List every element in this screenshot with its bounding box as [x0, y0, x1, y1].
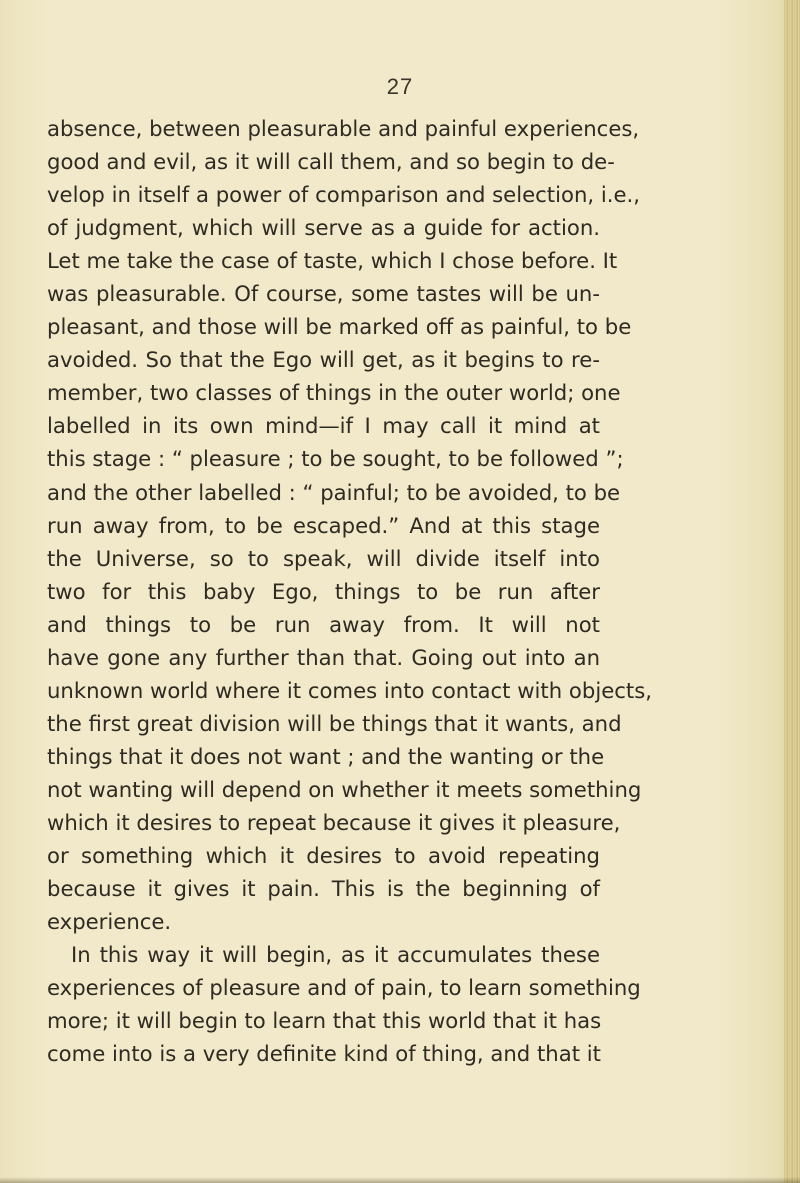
text-line: avoided. So that the Ego will get, as it begins to re-	[47, 347, 600, 373]
text-line: labelled in its own mind—if I may call it mind at	[47, 413, 600, 439]
page-bottom-shadow	[0, 1177, 800, 1183]
text-line: the Universe, so to speak, will divide itself into	[47, 545, 600, 571]
text-line: two for this baby Ego, things to be run after	[47, 578, 600, 604]
text-line: run away from, to be escaped.” And at this stage	[47, 512, 600, 538]
text-line: unknown world where it comes into contact with objects,	[47, 677, 652, 703]
text-line: have gone any further than that. Going out into an	[47, 644, 600, 670]
text-line: this stage : “ pleasure ; to be sought, to be followed ”;	[47, 446, 624, 472]
text-line: member, two classes of things in the outer world; one	[47, 380, 621, 406]
text-line: experiences of pleasure and of pain, to learn something	[47, 975, 641, 1001]
text-line: not wanting will depend on whether it meets something	[47, 776, 642, 802]
text-line: velop in itself a power of comparison and selection, i.e.,	[47, 182, 640, 208]
text-line: good and evil, as it will call them, and so begin to de-	[47, 149, 615, 175]
text-line: which it desires to repeat because it gives it pleasure,	[47, 809, 621, 835]
text-line: things that it does not want ; and the wanting or the	[47, 743, 605, 769]
text-line: because it gives it pain. This is the beginning of	[47, 876, 600, 902]
text-line: and things to be run away from. It will not	[47, 611, 600, 637]
page-number: 27	[386, 74, 414, 99]
text-line: In this way it will begin, as it accumulates these	[71, 942, 600, 968]
page-edge	[784, 0, 800, 1183]
text-line: and the other labelled : “ painful; to be avoided, to be	[47, 479, 621, 505]
text-line: the first great division will be things that it wants, and	[47, 710, 622, 736]
text-line: Let me take the case of taste, which I chose before. It	[47, 248, 618, 274]
text-line: absence, between pleasurable and painful experiences,	[47, 116, 640, 141]
text-line: more; it will begin to learn that this world that it has	[47, 1008, 602, 1034]
text-line: pleasant, and those will be marked off as painful, to be	[47, 314, 632, 340]
text-line: was pleasurable. Of course, some tastes will be un-	[47, 281, 600, 307]
text-line: or something which it desires to avoid repeating	[47, 843, 600, 869]
body-text	[47, 112, 652, 1070]
text-line: experience.	[47, 909, 172, 935]
text-line: come into is a very definite kind of thing, and that it	[47, 1041, 601, 1067]
text-line: of judgment, which will serve as a guide for action.	[47, 215, 600, 241]
